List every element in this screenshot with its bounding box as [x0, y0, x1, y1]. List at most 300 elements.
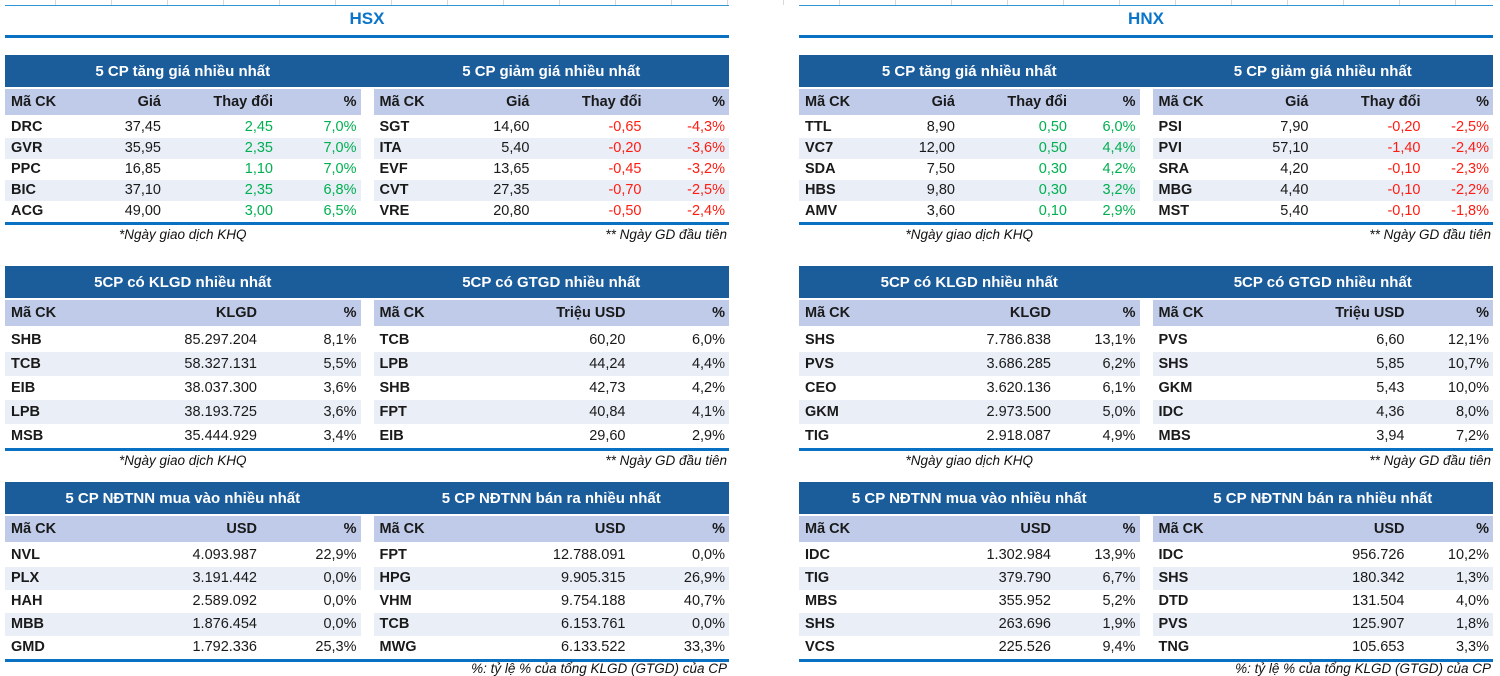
value-cell: 0,0% [691, 616, 725, 632]
stock-code: HAH [11, 593, 43, 609]
value-cell: 8,1% [323, 332, 357, 348]
value-cell: 40,7% [683, 593, 725, 609]
subtable-title-gainers: 5 CP tăng giá nhiều nhất [881, 62, 1057, 80]
footnote-spacer [5, 662, 361, 676]
footnote-gutter [361, 662, 374, 676]
table-body [799, 89, 1493, 225]
table-row [5, 613, 361, 636]
value-cell: 16,85 [124, 161, 161, 177]
table-rows [799, 328, 1140, 448]
footnote-gutter [1140, 225, 1153, 247]
table-row [799, 201, 1140, 222]
value-cell: 35.444.929 [184, 428, 257, 444]
table-row [5, 636, 361, 659]
header-gutter [1140, 266, 1153, 298]
stock-code: TCB [379, 616, 410, 632]
stock-code: ACG [11, 203, 44, 219]
table-footnotes [799, 662, 1493, 676]
value-cell: -2,2% [1451, 182, 1489, 198]
value-cell: 379.790 [998, 570, 1051, 586]
table-row [374, 138, 730, 159]
stock-code: SHB [11, 332, 42, 348]
table-row [374, 159, 730, 180]
value-cell: 6,0% [691, 332, 725, 348]
column-headers [1153, 516, 1494, 544]
subtable-title-losers: 5 CP giảm giá nhiều nhất [1233, 62, 1412, 80]
hsx-foreign-buy-sell-table [5, 482, 729, 676]
column-header: Mã CK [805, 94, 851, 110]
value-cell: 0,0% [323, 593, 357, 609]
table-header-bar [799, 55, 1493, 89]
value-cell: 7,2% [1455, 428, 1489, 444]
table-row [5, 376, 361, 400]
footnote-khq: *Ngày giao dịch KHQ [118, 453, 247, 468]
value-cell: 37,45 [124, 119, 161, 135]
column-header: % [712, 305, 725, 321]
table-row [5, 159, 361, 180]
table-body [5, 516, 729, 662]
table-footnotes [799, 225, 1493, 247]
footnote-gutter [361, 225, 374, 247]
stock-code: GKM [1158, 380, 1193, 396]
column-header: % [1122, 305, 1136, 321]
value-cell: 58.327.131 [184, 356, 257, 372]
value-cell: 6.133.522 [560, 639, 626, 655]
table-row [1153, 613, 1494, 636]
footnote-percent: %: tỷ lệ % của tổng KLGD (GTGD) của CP [471, 661, 727, 676]
losers-subtable [374, 89, 730, 222]
table-row [5, 544, 361, 567]
value-cell: 180.342 [1352, 570, 1405, 586]
value-cell: 5,85 [1376, 356, 1405, 372]
column-header: USD [1020, 521, 1051, 537]
value-cell: 7,50 [926, 161, 955, 177]
stock-code: GMD [11, 639, 45, 655]
stock-code: SHS [805, 332, 835, 348]
table-row [1153, 138, 1494, 159]
table-body [799, 300, 1493, 451]
stock-code: ITA [379, 140, 402, 156]
column-header: USD [1373, 521, 1405, 537]
column-header: % [1476, 305, 1489, 321]
value-cell: 1,3% [1455, 570, 1489, 586]
column-header: % [712, 94, 725, 110]
value-cell: 8,0% [1455, 404, 1489, 420]
value-cell: 12,00 [918, 140, 955, 156]
table-body [5, 300, 729, 451]
column-headers [5, 516, 361, 544]
stock-code: FPT [379, 404, 407, 420]
stock-code: HBS [805, 182, 836, 198]
value-cell: 13,65 [493, 161, 530, 177]
gutter [1140, 89, 1153, 222]
column-header: USD [226, 521, 257, 537]
hsx-volume-value-table [5, 266, 729, 473]
foreign-buy-subtable [799, 516, 1140, 659]
exchange-title-hnx: HNX [799, 5, 1493, 38]
value-cell: 0,0% [323, 570, 357, 586]
table-row [799, 590, 1140, 613]
value-cell: 3,00 [244, 203, 273, 219]
value-cell: 0,10 [1038, 203, 1067, 219]
value-cell: 2,9% [1102, 203, 1136, 219]
subtable-title-foreign-sell: 5 CP NĐTNN bán ra nhiều nhất [1213, 489, 1433, 507]
column-header: Mã CK [379, 94, 425, 110]
column-header: % [1476, 521, 1489, 537]
value-cell: 6,7% [1102, 570, 1136, 586]
value-cell: 3,6% [323, 380, 357, 396]
stock-code: TCB [11, 356, 41, 372]
gutter [1140, 300, 1153, 448]
table-rows [5, 328, 361, 448]
stock-code: PSI [1158, 119, 1182, 135]
stock-code: DRC [11, 119, 43, 135]
value-cell: 35,95 [124, 140, 161, 156]
hnx-gainers-losers-table [799, 55, 1493, 247]
hnx-volume-value-table [799, 266, 1493, 473]
value-cell: 3,4% [323, 428, 357, 444]
table-row [1153, 328, 1494, 352]
value-cell: 1.302.984 [986, 547, 1051, 563]
stock-code: PVI [1158, 140, 1182, 156]
table-row [374, 613, 730, 636]
gutter [361, 516, 374, 659]
value-subtable [374, 300, 730, 448]
stock-code: VRE [379, 203, 410, 219]
column-header: Thay đổi [581, 94, 642, 110]
stock-code: MWG [379, 639, 417, 655]
value-cell: 14,60 [493, 119, 530, 135]
table-row [799, 138, 1140, 159]
value-cell: -2,4% [1451, 140, 1489, 156]
value-cell: 37,10 [124, 182, 161, 198]
value-cell: -2,3% [1451, 161, 1489, 177]
stock-code: VC7 [805, 140, 834, 156]
value-cell: 7,0% [323, 119, 357, 135]
table-row [374, 117, 730, 138]
column-header: Mã CK [1158, 305, 1204, 321]
table-row [5, 567, 361, 590]
value-cell: 20,80 [493, 203, 530, 219]
value-cell: 40,84 [589, 404, 626, 420]
value-cell: 26,9% [683, 570, 725, 586]
table-rows [5, 117, 361, 222]
table-row [1153, 201, 1494, 222]
table-row [5, 352, 361, 376]
table-row [5, 424, 361, 448]
volume-subtable [5, 300, 361, 448]
header-gutter [361, 55, 374, 87]
table-row [374, 328, 730, 352]
column-header: % [343, 94, 357, 110]
value-cell: 2.918.087 [986, 428, 1051, 444]
table-header-bar [5, 482, 729, 516]
stock-code: SGT [379, 119, 410, 135]
value-cell: 27,35 [493, 182, 530, 198]
column-header: KLGD [1009, 305, 1051, 321]
stock-code: MST [1158, 203, 1190, 219]
gainers-subtable [5, 89, 361, 222]
table-rows [374, 544, 730, 659]
value-cell: 3.686.285 [986, 356, 1051, 372]
table-header-bar [5, 55, 729, 89]
column-header: Triệu USD [556, 305, 626, 321]
table-row [1153, 590, 1494, 613]
value-cell: 6,2% [1102, 356, 1136, 372]
table-header-bar [799, 482, 1493, 516]
column-headers [374, 300, 730, 328]
table-row [1153, 567, 1494, 590]
value-cell: 9,80 [926, 182, 955, 198]
value-cell: 33,3% [683, 639, 725, 655]
value-cell: 7,0% [323, 161, 357, 177]
value-cell: 1.876.454 [192, 616, 257, 632]
stock-code: CEO [805, 380, 837, 396]
market-summary-page [0, 5, 1500, 676]
table-row [374, 180, 730, 201]
value-cell: -1,40 [1387, 140, 1421, 156]
table-row [1153, 376, 1494, 400]
stock-code: IDC [1158, 404, 1184, 420]
table-row [799, 352, 1140, 376]
stock-code: PVS [805, 356, 835, 372]
value-cell: 0,30 [1038, 182, 1067, 198]
footnote-first-day: ** Ngày GD đầu tiên [605, 453, 727, 468]
table-rows [374, 328, 730, 448]
table-row [799, 159, 1140, 180]
stock-code: EIB [379, 428, 404, 444]
column-header: Thay đổi [1360, 94, 1421, 110]
value-cell: 131.504 [1352, 593, 1405, 609]
table-row [5, 328, 361, 352]
column-header: Mã CK [11, 305, 57, 321]
value-cell: -0,65 [608, 119, 642, 135]
stock-code: MBB [11, 616, 45, 632]
value-cell: 105.653 [1352, 639, 1405, 655]
column-header: Mã CK [1158, 521, 1204, 537]
stock-code: GKM [805, 404, 839, 420]
column-header: USD [594, 521, 626, 537]
value-cell: 7.786.838 [986, 332, 1051, 348]
table-row [1153, 424, 1494, 448]
value-cell: 5,43 [1376, 380, 1405, 396]
value-cell: 4,1% [691, 404, 725, 420]
table-row [799, 400, 1140, 424]
hnx-section [799, 5, 1493, 676]
value-cell: 6.153.761 [560, 616, 626, 632]
table-row [1153, 544, 1494, 567]
gutter [1140, 516, 1153, 659]
value-cell: 5,40 [501, 140, 530, 156]
value-cell: 1.792.336 [192, 639, 257, 655]
table-row [1153, 636, 1494, 659]
table-row [5, 117, 361, 138]
column-headers [5, 300, 361, 328]
subtable-title-foreign-sell: 5 CP NĐTNN bán ra nhiều nhất [441, 489, 661, 507]
value-cell: 38.193.725 [184, 404, 257, 420]
table-footnotes [5, 451, 729, 473]
value-cell: 12,1% [1447, 332, 1489, 348]
stock-code: AMV [805, 203, 838, 219]
footnote-gutter [1140, 451, 1153, 473]
table-row [5, 138, 361, 159]
table-body [5, 89, 729, 225]
table-row [5, 400, 361, 424]
stock-code: PLX [11, 570, 40, 586]
value-cell: 4,4% [691, 356, 725, 372]
volume-subtable [799, 300, 1140, 448]
value-cell: -2,5% [1451, 119, 1489, 135]
table-row [5, 590, 361, 613]
value-cell: 6,1% [1102, 380, 1136, 396]
subtable-title-foreign-buy: 5 CP NĐTNN mua vào nhiều nhất [65, 489, 301, 507]
table-header-bar [5, 266, 729, 300]
table-row [374, 376, 730, 400]
table-row [1153, 117, 1494, 138]
value-cell: 44,24 [589, 356, 626, 372]
table-row [374, 201, 730, 222]
stock-code: MBS [1158, 428, 1191, 444]
stock-code: VCS [805, 639, 835, 655]
value-cell: 3,3% [1455, 639, 1489, 655]
value-cell: 10,0% [1447, 380, 1489, 396]
footnote-gutter [1140, 662, 1153, 676]
value-cell: 5,0% [1102, 404, 1136, 420]
table-rows [1153, 117, 1494, 222]
value-cell: 956.726 [1352, 547, 1405, 563]
column-headers [799, 300, 1140, 328]
table-row [799, 180, 1140, 201]
value-cell: 0,50 [1038, 140, 1067, 156]
value-cell: 6,60 [1376, 332, 1405, 348]
subtable-title-value: 5CP có GTGD nhiều nhất [1233, 273, 1412, 291]
value-cell: 3,6% [323, 404, 357, 420]
value-cell: 2,45 [244, 119, 273, 135]
value-cell: 263.696 [998, 616, 1051, 632]
value-cell: 6,5% [323, 203, 357, 219]
stock-code: SDA [805, 161, 836, 177]
value-cell: 0,0% [323, 616, 357, 632]
value-cell: -0,10 [1387, 203, 1421, 219]
stock-code: TNG [1158, 639, 1190, 655]
footnote-khq: *Ngày giao dịch KHQ [905, 227, 1034, 242]
stock-code: EIB [11, 380, 36, 396]
table-footnotes [799, 451, 1493, 473]
column-header: Giá [137, 94, 161, 110]
hnx-foreign-buy-sell-table [799, 482, 1493, 676]
stock-code: VHM [379, 593, 412, 609]
value-cell: 2,35 [244, 182, 273, 198]
table-row [374, 352, 730, 376]
value-cell: 3.191.442 [192, 570, 257, 586]
table-row [799, 636, 1140, 659]
value-cell: 355.952 [998, 593, 1051, 609]
table-body [799, 516, 1493, 662]
stock-code: SHB [379, 380, 411, 396]
gutter [361, 89, 374, 222]
header-gutter [361, 482, 374, 514]
stock-code: IDC [1158, 547, 1184, 563]
table-row [374, 567, 730, 590]
stock-code: DTD [1158, 593, 1189, 609]
stock-code: EVF [379, 161, 408, 177]
value-cell: -0,20 [608, 140, 642, 156]
table-rows [799, 117, 1140, 222]
value-cell: 12.788.091 [552, 547, 626, 563]
stock-code: PVS [1158, 332, 1188, 348]
column-header: Giá [506, 94, 530, 110]
value-cell: 4,2% [691, 380, 725, 396]
subtable-title-value: 5CP có GTGD nhiều nhất [462, 273, 641, 291]
column-header: Mã CK [805, 305, 851, 321]
table-row [799, 117, 1140, 138]
table-rows [374, 117, 730, 222]
table-row [1153, 180, 1494, 201]
stock-code: MSB [11, 428, 44, 444]
value-cell: 4,9% [1102, 428, 1136, 444]
column-headers [799, 89, 1140, 117]
stock-code: SHS [1158, 356, 1189, 372]
value-cell: 3,94 [1376, 428, 1405, 444]
value-cell: 4,0% [1455, 593, 1489, 609]
table-header-bar [799, 266, 1493, 300]
table-row [799, 376, 1140, 400]
table-row [5, 201, 361, 222]
value-cell: 3,60 [926, 203, 955, 219]
stock-code: SHS [805, 616, 835, 632]
value-cell: 85.297.204 [184, 332, 257, 348]
subtable-title-volume: 5CP có KLGD nhiều nhất [880, 273, 1058, 291]
table-rows [799, 544, 1140, 659]
value-cell: 4,36 [1376, 404, 1405, 420]
value-cell: 4,2% [1102, 161, 1136, 177]
column-header: % [343, 305, 357, 321]
value-cell: 9,4% [1102, 639, 1136, 655]
value-cell: 4,40 [1280, 182, 1309, 198]
value-cell: 49,00 [124, 203, 161, 219]
hsx-section [5, 5, 729, 676]
table-row [374, 590, 730, 613]
stock-code: TIG [805, 428, 830, 444]
losers-subtable [1153, 89, 1494, 222]
value-cell: 0,50 [1038, 119, 1067, 135]
value-cell: 60,20 [589, 332, 626, 348]
value-cell: 6,0% [1102, 119, 1136, 135]
value-cell: 0,30 [1038, 161, 1067, 177]
stock-code: GVR [11, 140, 43, 156]
column-header: Mã CK [11, 94, 57, 110]
value-cell: 6,8% [323, 182, 357, 198]
header-gutter [361, 266, 374, 298]
value-cell: 3,2% [1102, 182, 1136, 198]
value-cell: 1,10 [244, 161, 273, 177]
value-cell: 7,0% [323, 140, 357, 156]
value-cell: -0,50 [608, 203, 642, 219]
value-cell: 5,5% [323, 356, 357, 372]
table-row [5, 180, 361, 201]
header-gutter [1140, 55, 1153, 87]
value-cell: 2,35 [244, 140, 273, 156]
subtable-title-gainers: 5 CP tăng giá nhiều nhất [95, 62, 271, 80]
value-cell: 10,7% [1447, 356, 1489, 372]
value-cell: 5,2% [1102, 593, 1136, 609]
hsx-gainers-losers-table [5, 55, 729, 247]
value-cell: 2.589.092 [192, 593, 257, 609]
value-cell: 3.620.136 [986, 380, 1051, 396]
value-cell: 57,10 [1272, 140, 1309, 156]
stock-code: SRA [1158, 161, 1190, 177]
footnote-percent: %: tỷ lệ % của tổng KLGD (GTGD) của CP [1235, 661, 1491, 676]
